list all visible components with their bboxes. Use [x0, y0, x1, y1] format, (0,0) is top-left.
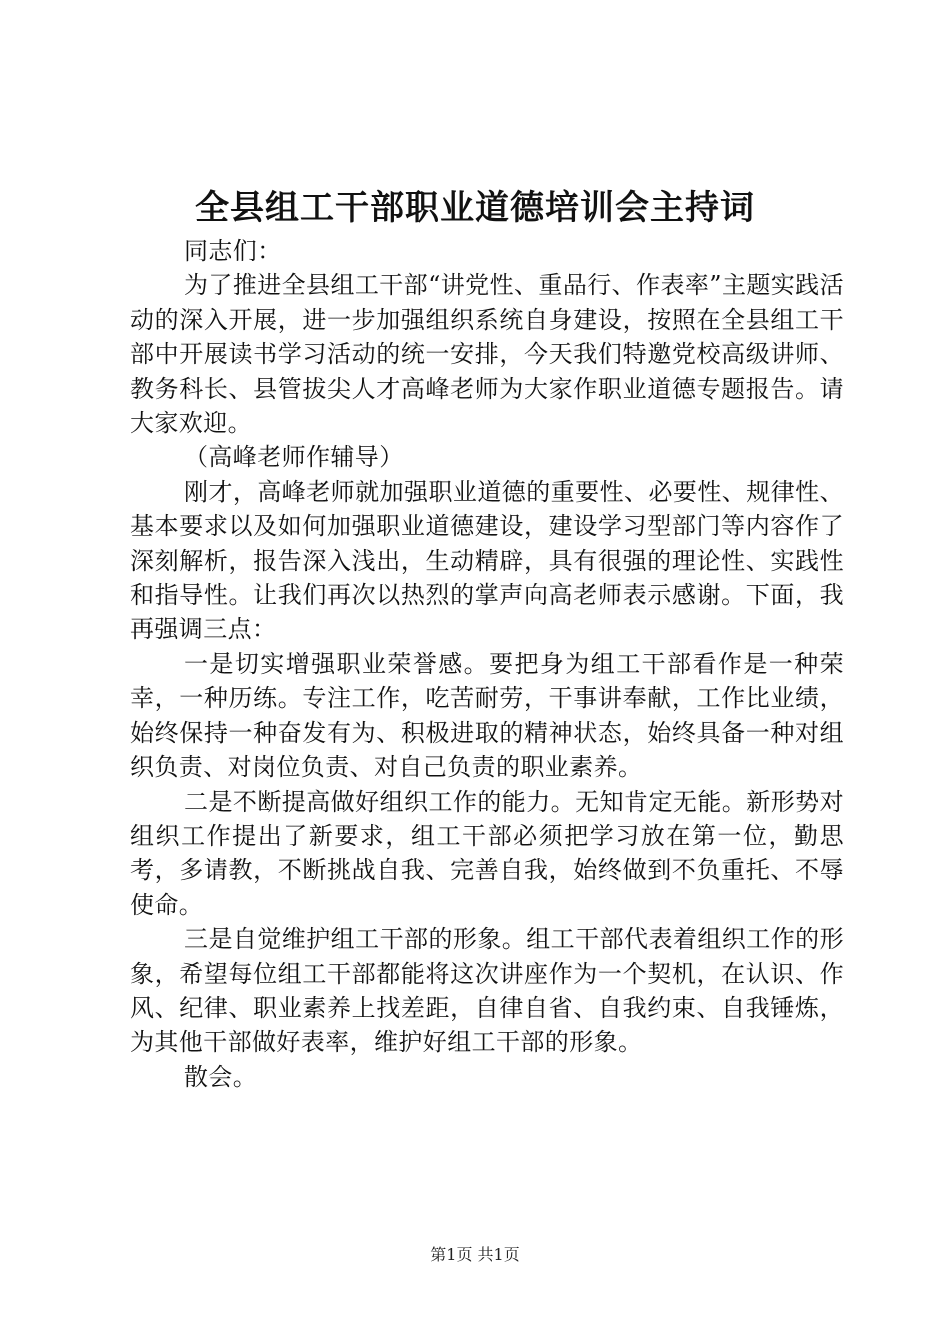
- paragraph-closing: 散会。: [184, 1062, 258, 1091]
- document-title: 全县组工干部职业道德培训会主持词: [195, 188, 755, 228]
- paragraph-summary: 刚才，高峰老师就加强职业道德的重要性、必要性、规律性、基本要求以及如何加强职业道德建设，建设学习型部门等内容作了深刻解析，报告深入浅出，生动精辟，具有很强的理论性、实践性和指导性。让我们再次以热烈的掌声向高老师表示感谢。下面，我再强调三点：: [130, 477, 844, 644]
- document-body: [130, 234, 844, 1094]
- page-footer: 第1页 共1页: [430, 1245, 520, 1264]
- paragraph-greeting: 同志们：: [184, 237, 282, 265]
- paragraph-point-three: 三是自觉维护组工干部的形象。组工干部代表着组织工作的形象，希望每位组工干部都能将这次讲座作为一个契机，在认识、作风、纪律、职业素养上找差距，自律自省、自我约束、自我锤炼，为其他干部做好表率，维护好组工干部的形象。: [130, 925, 844, 1057]
- paragraph-introduction: 为了推进全县组工干部“讲党性、重品行、作表率”主题实践活动的深入开展，进一步加强组织系统自身建设，按照在全县组工干部中开展读书学习活动的统一安排，今天我们特邀党校高级讲师、教务科长、县管拔尖人才高峰老师为大家作职业道德专题报告。请大家欢迎。: [130, 271, 844, 438]
- paragraph-point-two: 二是不断提高做好组织工作的能力。无知肯定无能。新形势对组织工作提出了新要求，组工干部必须把学习放在第一位，勤思考，多请教，不断挑战自我、完善自我，始终做到不负重托、不辱使命。: [130, 787, 844, 919]
- paragraph-stage-note: （高峰老师作辅导）: [184, 443, 404, 472]
- paragraph-point-one: 一是切实增强职业荣誉感。要把身为组工干部看作是一种荣幸，一种历练。专注工作，吃苦耐劳，干事讲奉献，工作比业绩，始终保持一种奋发有为、积极进取的精神状态，始终具备一种对组织负责、对岗位负责、对自己负责的职业素养。: [130, 649, 844, 782]
